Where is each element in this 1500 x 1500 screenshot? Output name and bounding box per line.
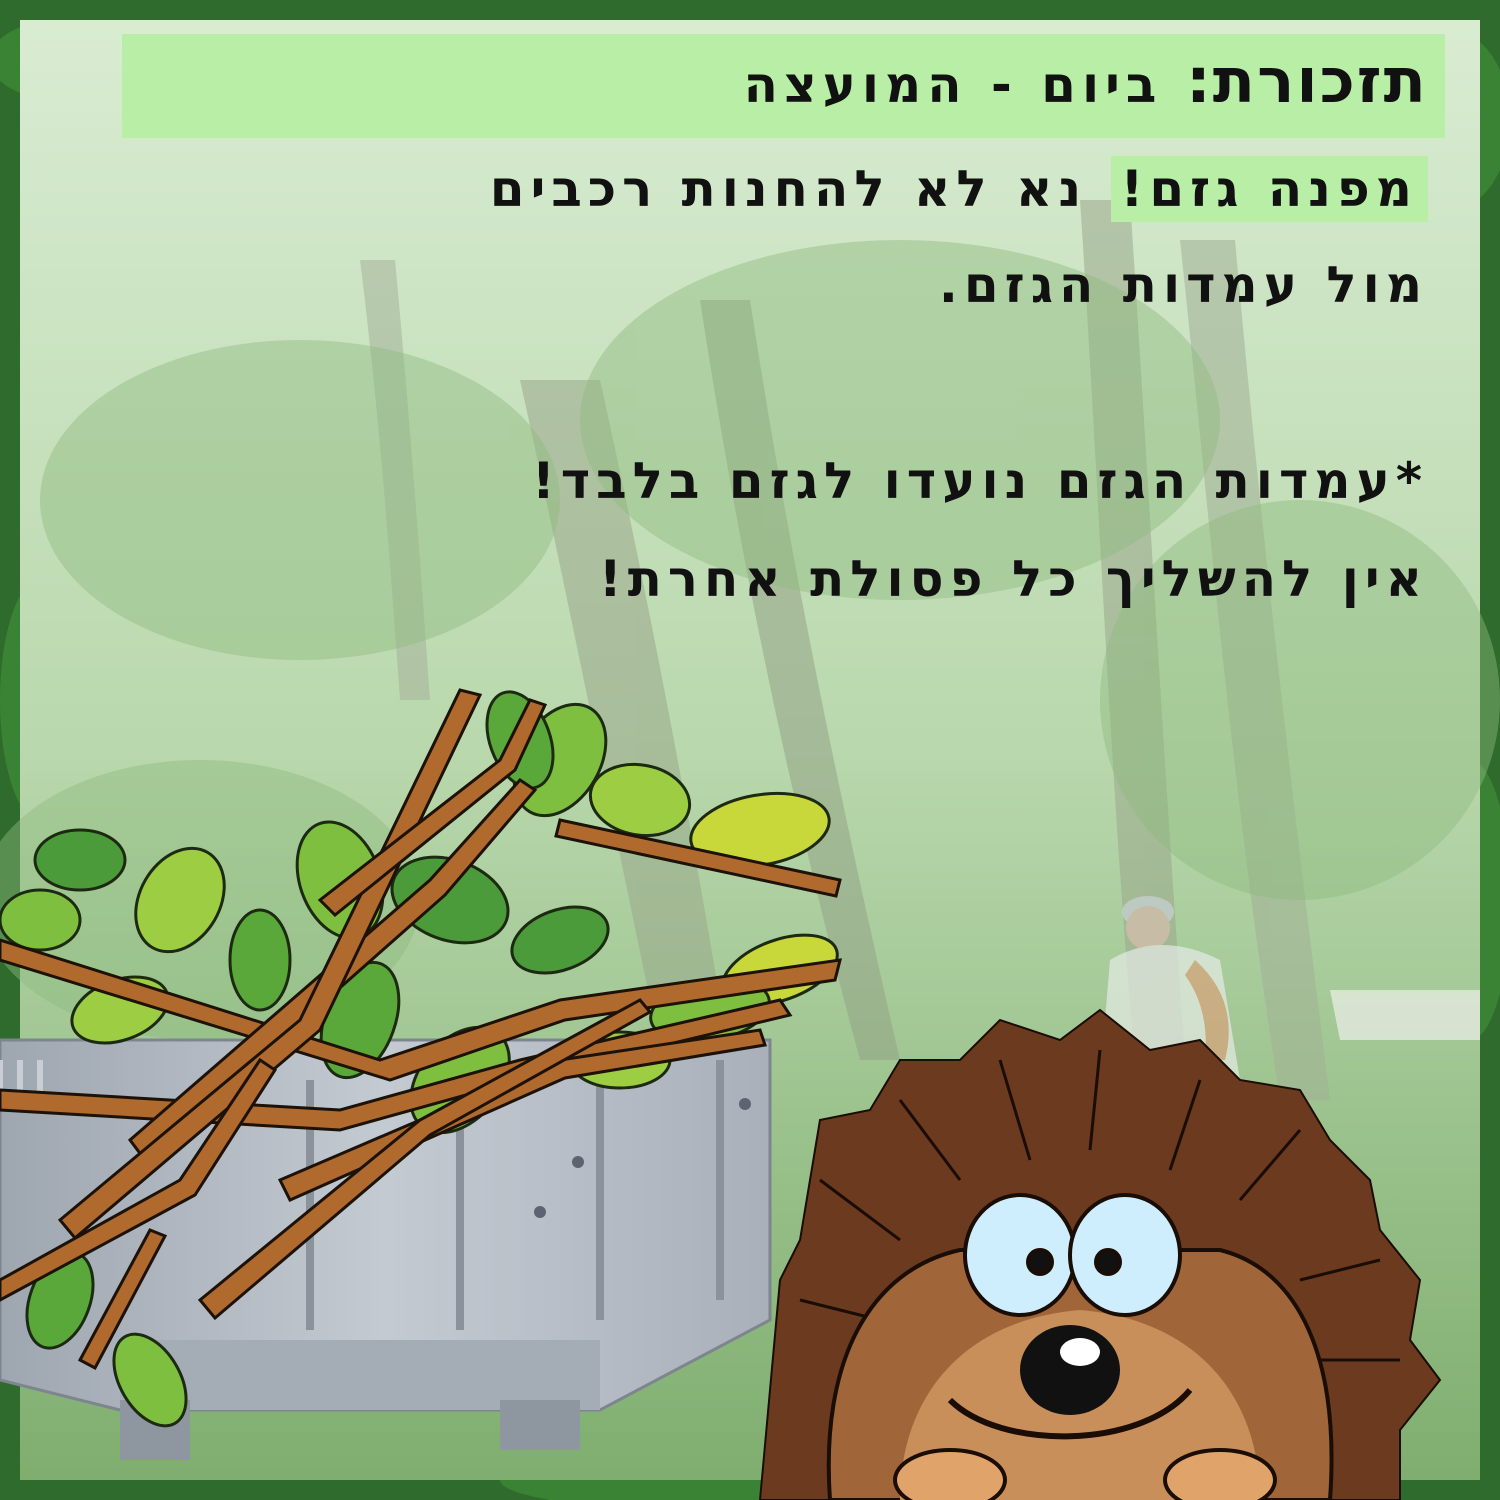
notice-title (744, 44, 1428, 117)
notice-line-4: *עמדות הגזם נועדו לגזם בלבד! (531, 452, 1428, 510)
no-parking-text: נא לא להחנות רכבים (489, 160, 1088, 218)
park-path (1330, 990, 1480, 1040)
title-word: תזכורת: (1185, 44, 1428, 117)
pickup-highlight: מפנה גזם! (1111, 156, 1428, 222)
hedgehog-nose (1020, 1325, 1120, 1415)
title-rest: ביום - המועצה (743, 56, 1163, 114)
notice-line-3: מול עמדות הגזם. (938, 256, 1428, 314)
notice-line-2 (490, 160, 1428, 218)
notice-line-5: אין להשליך כל פסולת אחרת! (598, 550, 1428, 608)
